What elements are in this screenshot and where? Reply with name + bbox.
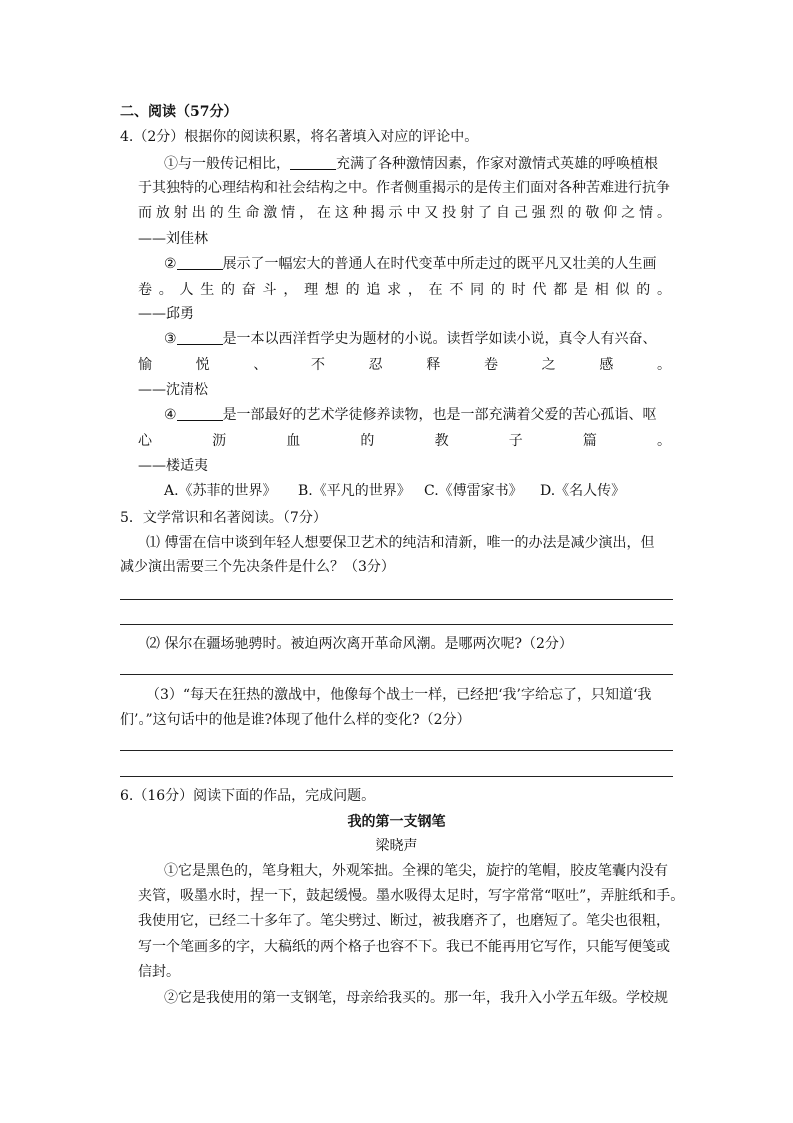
answer-line[interactable] bbox=[120, 674, 673, 675]
q4-comment2-author: ——邱勇 bbox=[138, 306, 194, 322]
circled-number-2: ② bbox=[164, 256, 177, 272]
q4-option-d: D.《名人传》 bbox=[540, 483, 626, 499]
answer-line[interactable] bbox=[120, 776, 673, 777]
q6-intro: 6.（16分）阅读下面的作品，完成问题。 bbox=[120, 788, 376, 804]
blank-line-3[interactable] bbox=[177, 330, 223, 345]
q4-comment1-prefix: 与一般传记相比， bbox=[178, 156, 290, 172]
q5-sub3-line2: 们’。”这句话中的他是谁?体现了他什么样的变化?（2分） bbox=[120, 712, 471, 728]
q4-comment4-text1: 是一部最好的艺术学徒修养读物，也是一部充满着父爱的苦心孤诣、呕 bbox=[222, 407, 657, 423]
article-p1-line3: 我使用它，已经二十多年了。笔尖劈过、断过，被我磨齐了，也磨短了。笔尖也很粗， bbox=[138, 913, 670, 929]
q4-option-c: C.《傅雷家书》 bbox=[424, 483, 523, 499]
q4-comment3-author: ——沈清松 bbox=[138, 382, 208, 398]
blank-line-2[interactable] bbox=[177, 255, 223, 270]
blank-line-4[interactable] bbox=[177, 406, 223, 421]
q4-comment2-text1: 展示了一幅宏大的普通人在时代变革中所走过的既平凡又壮美的人生画 bbox=[222, 256, 657, 272]
article-p1-line1: ①它是黑色的，笔身粗大，外观笨拙。全裸的笔尖，旋拧的笔帽，胶皮笔囊内没有 bbox=[164, 863, 668, 879]
q4-comment3-line1 bbox=[164, 329, 657, 349]
answer-line[interactable] bbox=[120, 750, 673, 751]
article-p1-line2: 夹管，吸墨水时，捏一下，鼓起缓慢。墨水吸得太足时，写字常常“呕吐”，弄脏纸和手。 bbox=[138, 888, 685, 904]
article-p1-line4: 写一个笔画多的字，大稿纸的两个格子也容不下。我已不能再用它写作，只能写便笺或 bbox=[138, 939, 670, 955]
q4-comment1-line1 bbox=[164, 154, 658, 174]
q5-intro: 5．文学常识和名著阅读。（7分） bbox=[120, 510, 327, 526]
q5-sub3-line1: （3）“每天在狂热的激战中，他像每个战士一样，已经把‘我’字给忘了，只知道‘我 bbox=[146, 687, 652, 703]
article-title: 我的第一支钢笔 bbox=[347, 814, 446, 830]
q4-comment1-text1: 充满了各种激情因素，作家对激情式英雄的呼唤植根 bbox=[336, 156, 658, 172]
article-p1-line5: 信封。 bbox=[138, 964, 180, 980]
answer-line[interactable] bbox=[120, 624, 673, 625]
article-p2-line1: ②它是我使用的第一支钢笔，母亲给我买的。那一年，我升入小学五年级。学校规 bbox=[164, 990, 668, 1006]
circled-number-1: ① bbox=[164, 156, 178, 172]
q4-intro: 4.（2分）根据你的阅读积累，将名著填入对应的评论中。 bbox=[120, 129, 479, 145]
answer-line[interactable] bbox=[120, 599, 673, 600]
q4-comment4-line2: 心沥血的教子篇。 bbox=[138, 433, 671, 449]
q4-comment4-author: ——楼适夷 bbox=[138, 458, 208, 474]
q4-comment3-text1: 是一本以西洋哲学史为题材的小说。读哲学如读小说，真令人有兴奋、 bbox=[222, 331, 657, 347]
blank-line-1[interactable] bbox=[290, 155, 336, 170]
article-author: 梁晓声 bbox=[375, 838, 418, 854]
q5-sub1-line2: 减少演出需要三个先决条件是什么？（3分） bbox=[120, 559, 395, 575]
q4-option-a: A.《苏菲的世界》 bbox=[164, 483, 277, 499]
q4-option-b: B.《平凡的世界》 bbox=[298, 483, 411, 499]
q4-comment1-author: ——刘佳林 bbox=[138, 231, 208, 247]
q5-sub1-line1: ⑴ 傅雷在信中谈到年轻人想要保卫艺术的纯洁和清新，唯一的办法是减少演出，但 bbox=[146, 535, 655, 551]
circled-number-3: ③ bbox=[164, 331, 177, 347]
section-heading: 二、阅读（57分） bbox=[120, 104, 238, 120]
q4-comment1-line3: 而放射出的生命激情，在这种揭示中又投射了自己强烈的敬仰之情。 bbox=[138, 205, 671, 221]
q5-sub2-line1: ⑵ 保尔在疆场驰骋时。被迫两次离开革命风潮。是哪两次呢?（2分） bbox=[146, 636, 573, 652]
q4-comment4-line1 bbox=[164, 405, 657, 425]
circled-number-4: ④ bbox=[164, 407, 177, 423]
q4-comment2-line1 bbox=[164, 254, 657, 274]
q4-comment3-line2: 愉悦、不忍释卷之感。 bbox=[138, 357, 671, 373]
q4-comment1-line2: 于其独特的心理结构和社会结构之中。作者侧重揭示的是传主们面对各种苦难进行抗争 bbox=[138, 180, 670, 196]
q4-comment2-line2: 卷。人生的奋斗，理想的追求，在不同的时代都是相似的。 bbox=[138, 282, 671, 298]
